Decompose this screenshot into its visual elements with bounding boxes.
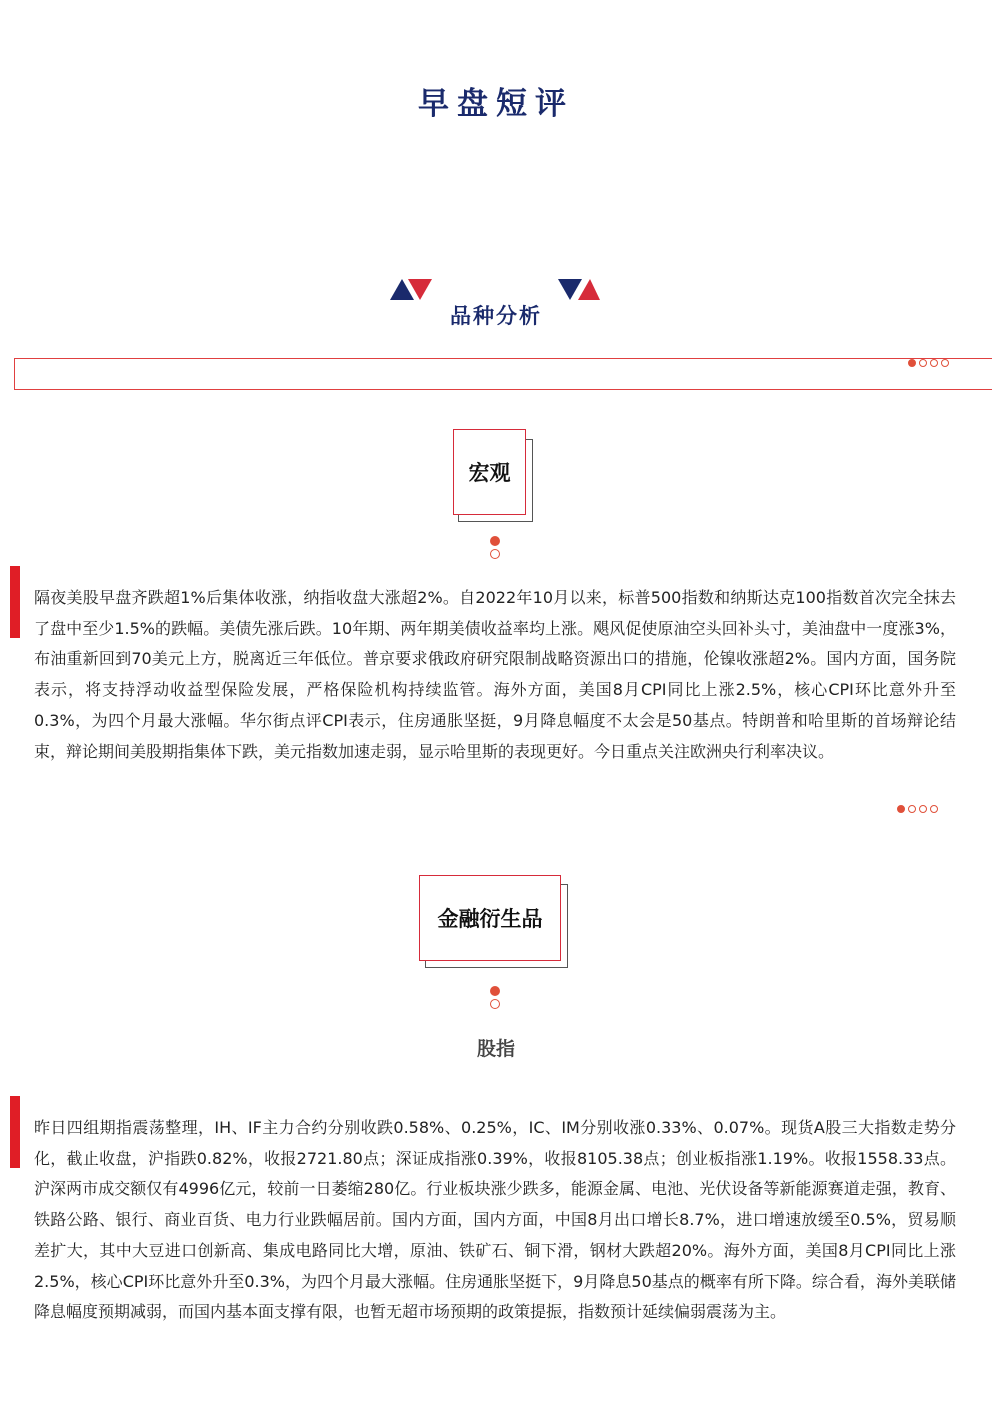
paragraph-accent-bar bbox=[10, 566, 20, 638]
dot-icon bbox=[908, 359, 916, 367]
page-title: 早盘短评 bbox=[418, 86, 574, 122]
dot-icon bbox=[941, 359, 949, 367]
derivatives-tag: 金融衍生品 bbox=[419, 875, 561, 961]
dots-decoration-top bbox=[908, 359, 949, 367]
dot-icon bbox=[897, 805, 905, 813]
dot-icon bbox=[490, 536, 500, 546]
section-divider-box bbox=[14, 358, 992, 390]
stock-index-paragraph: 昨日四组期指震荡整理，IH、IF主力合约分别收跌0.58%、0.25%，IC、IM分别收涨0.33%、0.07%。现货A股三大指数走势分化，截止收盘，沪指跌0.82%，收报2721.80点；深证成指涨0.39%，收报8105.38点；创业板指涨1.19%。收报1558.33点。沪深两市成交额仅有4996亿元，较前一日萎缩280亿。行业板块涨少跌多，能源金属、电池、光伏设备等新能源赛道走强，教育、铁路公路、银行、商业百货、电力行业跌幅居前。国内方面，国内方面，中国8月出口增长8.7%，进口增速放缓至0.5%，贸易顺差扩大，其中大豆进口创新高、集成电路同比大增，原油、铁矿石、铜下滑，钢材大跌超20%。海外方面，美国8月CPI同比上涨2.5%，核心CPI环比意外升至0.3%，为四个月最大涨幅。住房通胀坚挺下，9月降息50基点的概率有所下降。综合看，海外美联储降息幅度预期减弱，而国内基本面支撑有限，也暂无超市场预期的政策提振，指数预计延续偏弱震荡为主。 bbox=[34, 1118, 956, 1322]
dot-icon bbox=[930, 805, 938, 813]
dot-icon bbox=[919, 805, 927, 813]
stock-index-heading: 股指 bbox=[476, 1038, 515, 1060]
macro-paragraph: 隔夜美股早盘齐跌超1%后集体收涨，纳指收盘大涨超2%。自2022年10月以来，标普500指数和纳斯达克100指数首次完全抹去了盘中至少1.5%的跌幅。美债先涨后跌。10年期、两年期美债收益率均上涨。飓风促使原油空头回补头寸，美油盘中一度涨3%，布油重新回到70美元上方，脱离近三年低位。普京要求俄政府研究限制战略资源出口的措施，伦镍收涨超2%。国内方面，国务院表示，将支持浮动收益型保险发展，严格保险机构持续监管。海外方面，美国8月CPI同比上涨2.5%，核心CPI环比意外升至0.3%，为四个月最大涨幅。华尔街点评CPI表示，住房通胀坚挺，9月降息幅度不太会是50基点。特朗普和哈里斯的首场辩论结束，辩论期间美股期指集体下跌，美元指数加速走弱，显示哈里斯的表现更好。今日重点关注欧洲央行利率决议。 bbox=[34, 588, 956, 761]
dot-icon bbox=[490, 999, 500, 1009]
vertical-dots-decoration bbox=[490, 986, 500, 1009]
dot-icon bbox=[490, 549, 500, 559]
macro-tag: 宏观 bbox=[453, 429, 526, 515]
dot-icon bbox=[490, 986, 500, 996]
dots-decoration-macro bbox=[897, 805, 938, 813]
dot-icon bbox=[919, 359, 927, 367]
vertical-dots-decoration bbox=[490, 536, 500, 559]
paragraph-accent-bar bbox=[10, 1096, 20, 1168]
dot-icon bbox=[908, 805, 916, 813]
dot-icon bbox=[930, 359, 938, 367]
section-heading: 品种分析 bbox=[450, 304, 542, 328]
